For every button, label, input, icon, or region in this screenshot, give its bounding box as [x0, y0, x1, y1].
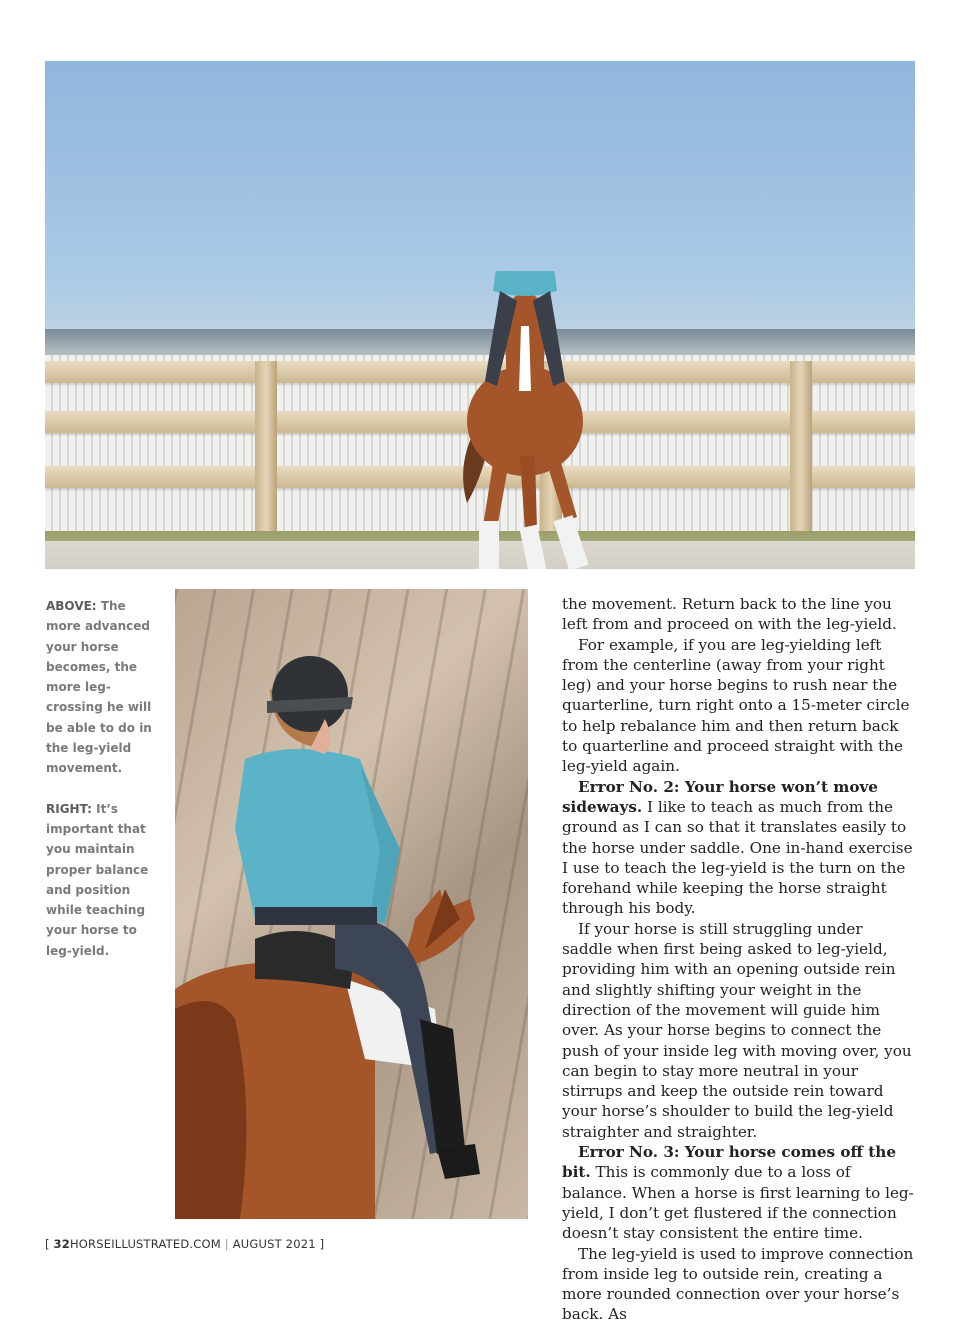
- paragraph: The leg-yield is used to improve connection from inside leg to outside rein, creating a more rounded connection over your horse’s back. As: [562, 1244, 914, 1324]
- footer-site: HORSEILLUSTRATED.COM: [69, 1237, 221, 1251]
- paragraph: If your horse is still struggling under saddle when first being asked to leg-yield, providing him with an opening outside rein and slightly shifting your weight in the direction of the movement will guide him over. As your horse begins to connect the push of your inside leg with moving over, you can begin to stay more neutral in your stirrups and keep the outside rein toward your horse’s shoulder to build the leg-yield straighter and straighter.: [562, 919, 912, 1141]
- footer-bracket-close: ]: [319, 1237, 325, 1251]
- paragraph: [562, 777, 916, 919]
- paragraph: the movement. Return back to the line you left from and proceed on with the leg-yield.: [562, 595, 897, 634]
- photo-rider-from-behind: [175, 589, 528, 1219]
- rider-back-figure: [175, 589, 528, 1219]
- article-body: [562, 594, 916, 1325]
- caption-right: [46, 799, 158, 961]
- horse-and-rider-figure: [425, 271, 625, 569]
- page-number: 32: [53, 1237, 70, 1251]
- page-footer: [45, 1237, 324, 1251]
- caption-above-text: The more advanced your horse becomes, the more leg-crossing he will be able to do in the leg-yield movement.: [46, 599, 152, 776]
- footer-bracket-open: [: [45, 1237, 50, 1251]
- footer-divider: |: [224, 1237, 229, 1251]
- paragraph-text: I like to teach as much from the ground as I can so that it translates easily to the horse under saddle. One in-hand exercise I use to teach the leg-yield is the turn on the forehand while keeping the horse straight through his body.: [562, 797, 913, 918]
- caption-above-lead: ABOVE:: [46, 599, 97, 613]
- subhead-error-2: Error No. 2: Your horse won’t move sideways.: [562, 777, 878, 816]
- photo-captions: [46, 596, 158, 981]
- paragraph: [562, 1142, 916, 1243]
- footer-issue: AUGUST 2021: [232, 1237, 316, 1251]
- subhead-error-3: Error No. 3: Your horse comes off the bit.: [562, 1143, 896, 1182]
- fence-post: [255, 361, 277, 536]
- fence-post: [790, 361, 812, 536]
- caption-right-lead: RIGHT:: [46, 801, 92, 816]
- caption-above: [46, 596, 158, 779]
- caption-right-text: It’s important that you maintain proper balance and position while teaching your horse to leg-yield.: [46, 801, 149, 958]
- paragraph-text: This is commonly due to a loss of balance. When a horse is first learning to leg-yield, I don’t get flustered if the connection doesn’t stay consistent the entire time.: [562, 1163, 914, 1243]
- photo-rider-leg-yield: [45, 61, 915, 569]
- paragraph: For example, if you are leg-yielding left from the centerline (away from your right leg) and your horse begins to rush near the quarterline, turn right onto a 15-meter circle to help rebalance him and then return back to quarterline and proceed straight with the leg-yield again.: [562, 635, 910, 776]
